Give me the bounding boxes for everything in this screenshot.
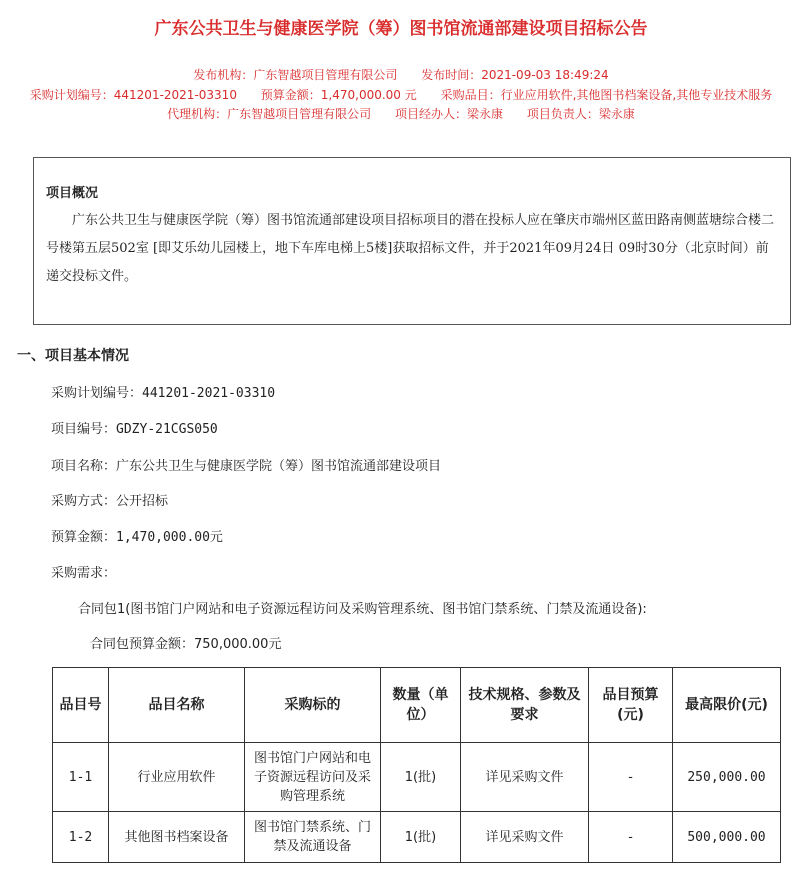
package-description: 合同包1(图书馆门户网站和电子资源远程访问及采购管理系统、图书馆门禁系统、门禁及流通设备): [78, 602, 647, 617]
field-method: 采购方式：公开招标 [51, 494, 169, 509]
items-table [52, 667, 781, 863]
meta-line-3 [0, 105, 802, 122]
plan-no: 采购计划编号：441201-2021-03310 [29, 88, 237, 102]
publisher: 发布机构：广东智越项目管理有限公司 [193, 68, 398, 82]
field-plan-no: 采购计划编号：441201-2021-03310 [51, 386, 276, 401]
header-item-no: 品目号 [53, 668, 109, 743]
header-item-name: 品目名称 [109, 668, 245, 743]
header-item-budget: 品目预算(元) [589, 668, 673, 743]
package-budget: 合同包预算金额：750,000.00元 [90, 637, 282, 652]
table-row: 1-1 行业应用软件 图书馆门户网站和电子资源远程访问及采购管理系统 1(批) 详见采购文件 - 250,000.00 [53, 743, 781, 812]
meta-line-1 [0, 66, 802, 83]
field-budget: 预算金额：1,470,000.00元 [51, 530, 223, 545]
manager: 项目负责人：梁永康 [526, 107, 635, 121]
header-spec: 技术规格、参数及要求 [461, 668, 589, 743]
header-max-price: 最高限价(元) [673, 668, 781, 743]
section-title: 一、项目基本情况 [17, 348, 129, 364]
table-header-row [53, 668, 781, 743]
budget: 预算金额：1,470,000.00 元 [260, 88, 417, 102]
field-project-name: 项目名称：广东公共卫生与健康医学院（筹）图书馆流通部建设项目 [51, 459, 442, 474]
procurement-items: 采购品目：行业应用软件,其他图书档案设备,其他专业技术服务 [440, 88, 773, 102]
header-quantity: 数量（单位） [381, 668, 461, 743]
handler: 项目经办人：梁永康 [394, 107, 503, 121]
field-demand: 采购需求： [51, 566, 117, 581]
meta-line-2 [0, 86, 802, 103]
overview-title: 项目概况 [46, 186, 99, 201]
overview-text: 广东公共卫生与健康医学院（筹）图书馆流通部建设项目招标项目的潜在投标人应在肇庆市端州区蓝田路南侧蓝塘综合楼二号楼第五层502室 [即艾乐幼儿园楼上，地下车库电梯上5楼]获取招标文件，并于2021年09月24日 09时30分（北京时间）前递交投标文件。 [46, 213, 775, 284]
table-row: 1-2 其他图书档案设备 图书馆门禁系统、门禁及流通设备 1(批) 详见采购文件 - 500,000.00 [53, 812, 781, 863]
page-title: 广东公共卫生与健康医学院（筹）图书馆流通部建设项目招标公告 [154, 19, 648, 39]
header-subject: 采购标的 [245, 668, 381, 743]
field-project-no: 项目编号：GDZY-21CGS050 [51, 422, 218, 437]
overview-box [33, 157, 791, 325]
publish-time: 发布时间：2021-09-03 18:49:24 [421, 68, 609, 82]
agency: 代理机构：广东智越项目管理有限公司 [167, 107, 372, 121]
